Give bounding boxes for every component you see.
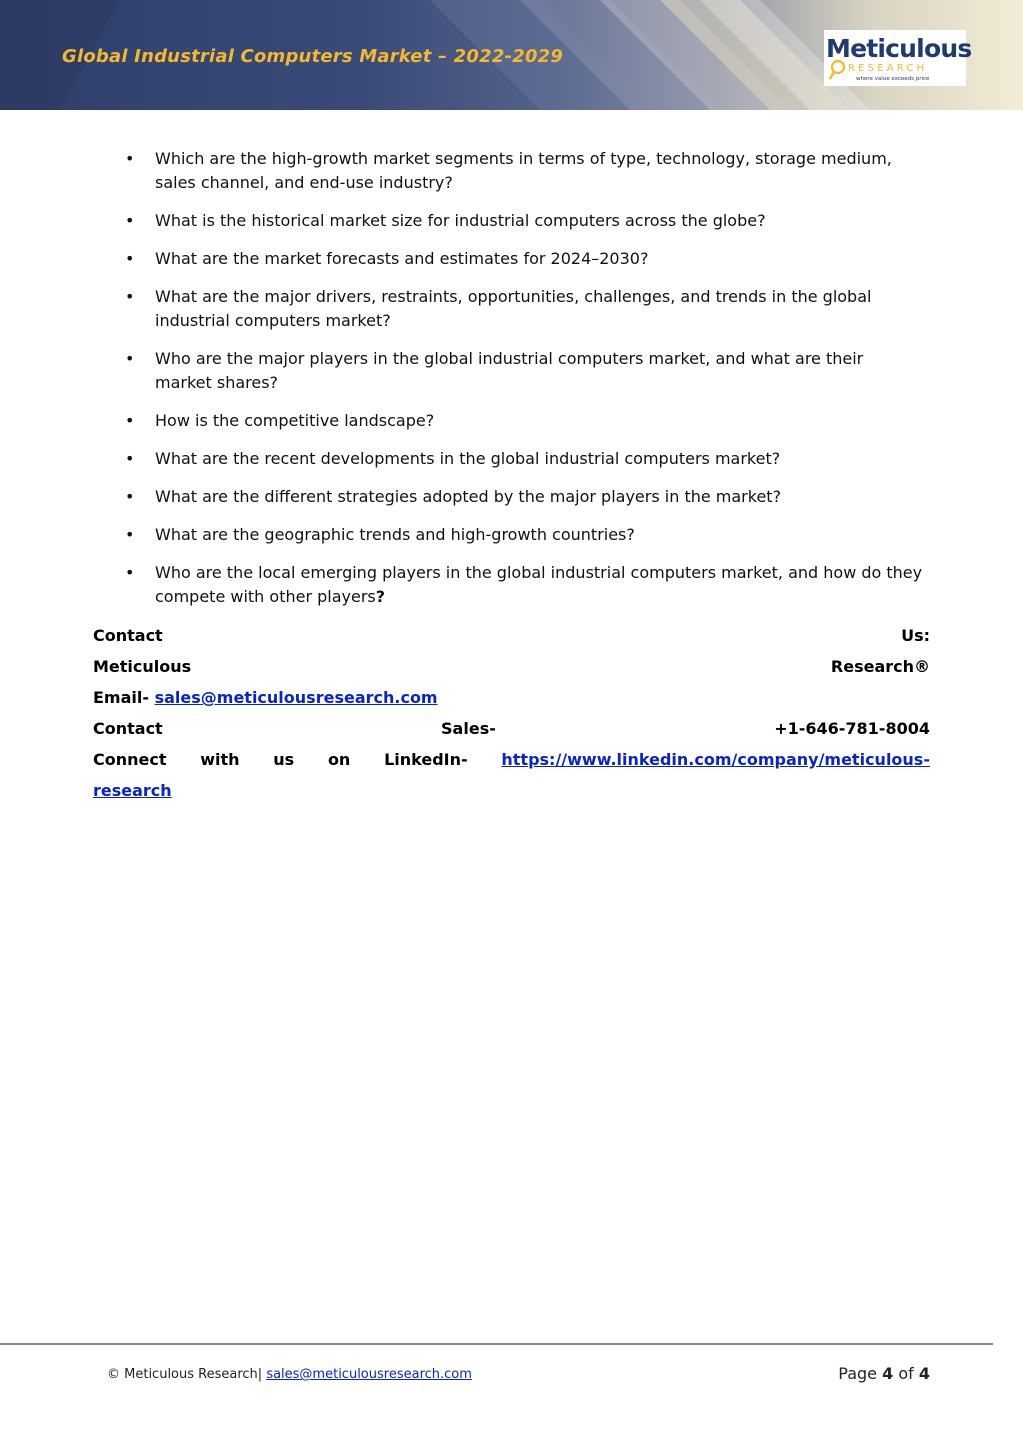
contact-block [93, 620, 930, 806]
bullet-icon: • [125, 149, 135, 168]
document-title: Global Industrial Computers Market – 2022-2029 [62, 46, 564, 67]
list-item [125, 347, 925, 395]
bullet-icon: • [125, 487, 135, 506]
page-header [0, 0, 1023, 110]
company-row [93, 651, 930, 682]
list-item [125, 447, 925, 471]
linkedin-row [93, 744, 930, 775]
question-list [125, 147, 925, 623]
list-item [125, 523, 925, 547]
sales-row [93, 713, 930, 744]
email-link[interactable]: sales@meticulousresearch.com [154, 688, 438, 707]
question-text: How is the competitive landscape? [155, 411, 435, 430]
contact-row [93, 620, 930, 651]
logo-name: Meticulous [826, 34, 972, 63]
list-item [125, 247, 925, 271]
linkedin-word: on [327, 750, 351, 769]
linkedin-link-continued[interactable]: research [93, 781, 172, 800]
logo-sub: RESEARCH [848, 63, 928, 74]
question-text: What are the market forecasts and estimates for 2024–2030? [155, 249, 649, 268]
page-of: of [898, 1364, 914, 1383]
question-end-mark: ? [375, 587, 386, 606]
company-name-second: Research® [830, 657, 930, 676]
footer-copyright [107, 1367, 472, 1382]
bullet-icon: • [125, 287, 135, 306]
bullet-icon: • [125, 525, 135, 544]
email-label: Email- [93, 688, 150, 707]
linkedin-word: LinkedIn- [384, 750, 468, 769]
linkedin-row-continued [93, 775, 930, 806]
question-text: Who are the local emerging players in the global industrial computers market, and how do they compete with other players [155, 563, 923, 606]
sales-label: Sales- [441, 719, 496, 738]
page-current: 4 [882, 1364, 894, 1383]
magnifier-icon [828, 58, 846, 82]
question-text: What is the historical market size for industrial computers across the globe? [155, 211, 766, 230]
list-item [125, 409, 925, 433]
list-item [125, 561, 925, 609]
bullet-icon: • [125, 563, 135, 582]
contact-us-label: Us: [901, 626, 930, 645]
page-label: Page [838, 1364, 878, 1383]
linkedin-word: with [200, 750, 240, 769]
bullet-icon: • [125, 349, 135, 368]
bullet-icon: • [125, 211, 135, 230]
question-text: Who are the major players in the global industrial computers market, and what are their market shares? [155, 349, 864, 392]
linkedin-word: Connect [93, 750, 167, 769]
company-logo [824, 30, 972, 86]
list-item [125, 285, 925, 333]
question-text: What are the different strategies adopted by the major players in the market? [155, 487, 782, 506]
list-item [125, 485, 925, 509]
page-number [838, 1364, 930, 1383]
question-text: Which are the high-growth market segments in terms of type, technology, storage medium, sales channel, and end-use industry? [155, 149, 892, 192]
list-item [125, 147, 925, 195]
linkedin-link[interactable]: https://www.linkedin.com/company/meticulous- [501, 750, 930, 769]
company-name-first: Meticulous [93, 657, 192, 676]
logo-tagline: where value exceeds price [856, 76, 930, 82]
footer-email-link[interactable]: sales@meticulousresearch.com [266, 1367, 472, 1382]
question-text: What are the major drivers, restraints, opportunities, challenges, and trends in the global industrial computers market? [155, 287, 872, 330]
sales-contact-label: Contact [93, 719, 163, 738]
footer-divider [0, 1343, 993, 1345]
email-row [93, 682, 930, 713]
contact-label: Contact [93, 626, 163, 645]
linkedin-word: us [273, 750, 295, 769]
bullet-icon: • [125, 249, 135, 268]
sales-phone: +1-646-781-8004 [774, 719, 930, 738]
question-text: What are the geographic trends and high-growth countries? [155, 525, 635, 544]
page-total: 4 [918, 1364, 930, 1383]
question-text: What are the recent developments in the global industrial computers market? [155, 449, 781, 468]
list-item [125, 209, 925, 233]
bullet-icon: • [125, 411, 135, 430]
bullet-icon: • [125, 449, 135, 468]
copyright-text: © Meticulous Research| [107, 1367, 263, 1382]
